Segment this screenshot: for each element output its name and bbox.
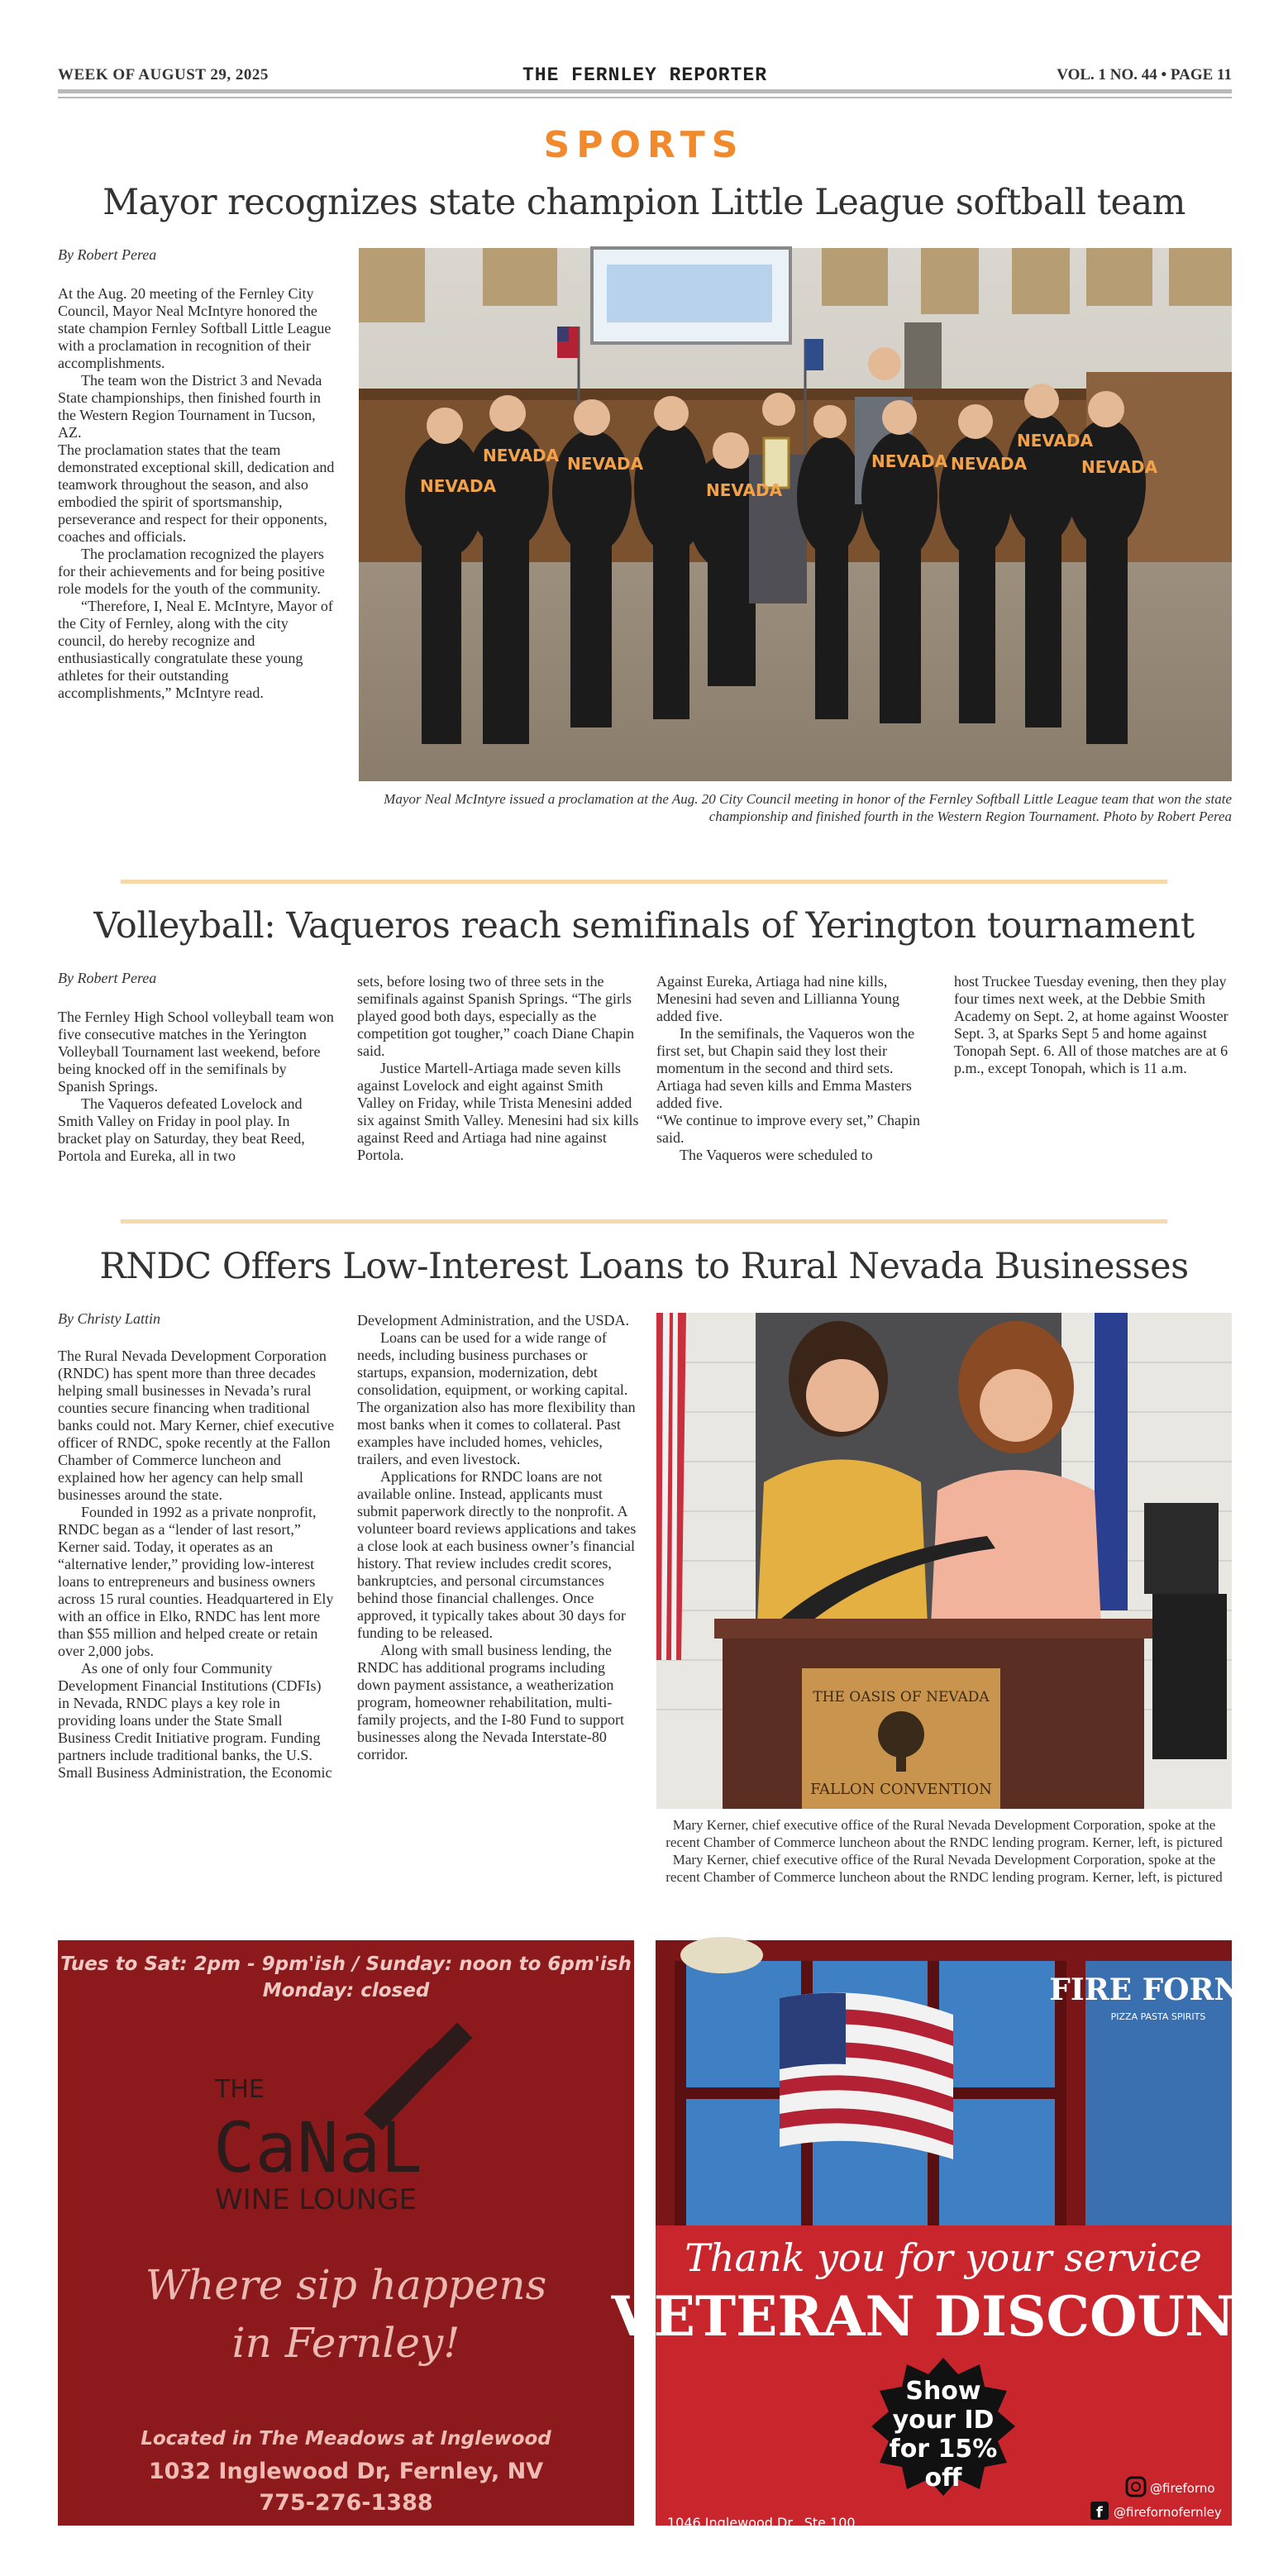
article2-byline: By Robert Perea <box>58 970 157 986</box>
discount-badge-line: off <box>924 2464 962 2493</box>
section-divider <box>121 1219 1167 1224</box>
jersey-label: NEVADA <box>951 454 1028 474</box>
issue-date: WEEK OF AUGUST 29, 2025 <box>58 66 269 83</box>
jersey-label: NEVADA <box>1081 457 1158 477</box>
canal-address: 1032 Inglewood Dr, Fernley, NV <box>148 2459 544 2484</box>
issue-page-number: VOL. 1 NO. 44 • PAGE 11 <box>1057 66 1232 83</box>
fire-forno-ad[interactable] <box>611 1940 1276 2531</box>
article1-paragraph: At the Aug. 20 meeting of the Fernley City Council, Mayor Neal McIntyre honored the state champion Fernley Softball Little League with a proclamation in recognition of their accomplishments. <box>58 285 332 371</box>
article2-paragraph: In the semifinals, the Vaqueros won the first set, but Chapin said they lost their momentum in the second and third sets. Artiaga had seven kills and Emma Masters added five. <box>656 1025 915 1111</box>
article2-paragraph: The Vaqueros were scheduled to <box>680 1147 873 1163</box>
discount-badge-line: for 15% <box>889 2435 998 2464</box>
fireforno-facebook[interactable]: @firefornofernley <box>1114 2505 1222 2520</box>
fireforno-brand-sub: PIZZA PASTA SPIRITS <box>1110 2011 1206 2022</box>
fireforno-headline: VETERAN DISCOUNT <box>611 2284 1276 2349</box>
canal-logo-the: THE <box>215 2075 265 2104</box>
jersey-label: NEVADA <box>706 480 783 500</box>
canal-slogan-line-1: Where sip happens <box>145 2261 547 2309</box>
canal-slogan-line-2: in Fernley! <box>231 2319 460 2367</box>
masthead-rule-thin <box>58 97 1232 98</box>
fireforno-thank-you: Thank you for your service <box>685 2235 1202 2280</box>
article3-column-2 <box>357 1312 638 1763</box>
article2-paragraph: host Truckee Tuesday evening, then they play four times next week, at the Debbie Smith Academy on Sept. 2, at home against Wooster Sept. 3, at Sparks Sept 5 and home against Tonopah Sept. 6. All of those matches are at 6 p.m., except Tonopah, which is 11 a.m. <box>954 973 1228 1076</box>
article2-headline: Volleyball: Vaqueros reach semifinals of Yerington tournament <box>93 905 1195 947</box>
article3-paragraph: Founded in 1992 as a private nonprofit, RNDC began as a “lender of last resort,” Kerner said. Today, it operates as an “alternative lender,” providing low-interest loans to entrepreneurs and business owners across 15 rural counties. Headquartered in Ely with an office in Elko, RNDC has lent more than $55 million and helped create or retain over 2,000 jobs. <box>58 1504 334 1659</box>
article1-paragraph: “Therefore, I, Neal E. McIntyre, Mayor of the City of Fernley, along with the city council, do hereby recognize and enthusiastically congratulate these young athletes for their outstanding accomplishments,” McIntyre read. <box>58 598 333 701</box>
instagram-icon <box>1127 2478 1145 2496</box>
section-label: SPORTS <box>543 124 745 166</box>
paper-name: THE FERNLEY REPORTER <box>522 64 768 86</box>
canal-logo-sub: WINE LOUNGE <box>215 2183 417 2216</box>
article3-paragraph: Development Administration, and the USDA. <box>357 1312 629 1329</box>
jersey-label: NEVADA <box>483 446 560 465</box>
article3-column-1 <box>58 1348 336 1782</box>
article3-paragraph: As one of only four Community Development Financial Institutions (CDFIs) in Nevada, RNDC plays a key role in providing loans under the State Small Business Credit Initiative program. Funding partners include traditional banks, the U.S. Small Business Administration, the Economic <box>58 1660 332 1781</box>
fireforno-brand: FIRE FORNO <box>1049 1973 1267 2007</box>
article2-column-4 <box>954 973 1232 1077</box>
article3-byline: By Christy Lattin <box>58 1310 161 1327</box>
podium-sign-top: THE OASIS OF NEVADA <box>813 1689 990 1705</box>
article2-paragraph: Against Eureka, Artiaga had nine kills, Menesini had seven and Lillianna Young added five. <box>656 973 899 1024</box>
canal-hours-line-2: Monday: closed <box>262 1980 430 2001</box>
canal-hours-line-1: Tues to Sat: 2pm - 9pm'ish / Sunday: noon to 6pm'ish <box>60 1953 632 1975</box>
article2-column-1 <box>58 1009 336 1165</box>
article3-photo-caption: Mary Kerner, chief executive office of the Rural Nevada Development Corporation, spoke at the recent Chamber of Commerce luncheon about the RNDC lending program. Kerner, left, is pictured Mary Kerner, chief executive office of the Rural Nevada Development Corporation, spoke at the recent Chamber of Commerce luncheon about the RNDC lending program. Kerner, left, is pictured <box>665 1817 1223 1885</box>
article1-paragraph: The proclamation recognized the players for their achievements and for being positive role models for the youth of the community. <box>58 546 325 597</box>
article3-paragraph: Applications for RNDC loans are not available online. Instead, applicants must submit paperwork directly to the nonprofit. A volunteer board reviews applications and takes a close look at each business owner’s financial history. That review includes credit scores, bankruptcies, and personal circumstances behind those financial challenges. Once approved, it typically takes about 30 days for funding to be released. <box>357 1468 637 1641</box>
canal-logo-name: CaNaL <box>213 2107 422 2188</box>
article1-byline: By Robert Perea <box>58 246 157 263</box>
canal-location: Located in The Meadows at Inglewood <box>141 2428 551 2450</box>
article3-headline: RNDC Offers Low-Interest Loans to Rural Nevada Businesses <box>99 1246 1189 1287</box>
article2-paragraph: The Vaqueros defeated Lovelock and Smith Valley on Friday in pool play. In bracket play on Saturday, they beat Reed, Portola and Eureka, all in two <box>58 1095 305 1164</box>
article3-paragraph: The Rural Nevada Development Corporation (RNDC) has spent more than three decades helping small businesses in Nevada’s rural counties secure financing when traditional banks could not. Mary Kerner, chief executive officer of RNDC, spoke recently at the Fallon Chamber of Commerce luncheon and explained how her agency can help small businesses around the state. <box>58 1348 335 1503</box>
fireforno-instagram[interactable]: @fireforno <box>1150 2481 1215 2496</box>
jersey-label: NEVADA <box>420 476 497 496</box>
rndc-kerner-photo <box>656 1313 1232 1809</box>
masthead-rule-thick <box>58 89 1232 93</box>
article1-photo-caption: Mayor Neal McIntyre issued a proclamation at the Aug. 20 City Council meeting in honor of the Fernley Softball Little League team that won the state championship and finished fourth in the Western Region Tournament. Photo by Robert Perea <box>384 791 1232 824</box>
canal-logo <box>190 2015 504 2230</box>
canal-wine-lounge-ad[interactable] <box>58 1940 634 2526</box>
discount-badge-line: Show <box>905 2377 981 2406</box>
article2-paragraph: The Fernley High School volleyball team won five consecutive matches in the Yerington Volleyball Tournament last weekend, before being knocked off in the semifinals by Spanish Springs. <box>58 1009 334 1095</box>
article2-paragraph: Justice Martell-Artiaga made seven kills against Lovelock and eight against Smith Valley on Friday, while Trista Menesini added six against Smith Valley. Menesini had six kills against Reed and Artiaga had nine against Portola. <box>357 1060 639 1163</box>
jersey-label: NEVADA <box>871 451 948 471</box>
article1-headline: Mayor recognizes state champion Little League softball team <box>103 182 1185 223</box>
softball-team-photo <box>359 248 1232 781</box>
article3-paragraph: Loans can be used for a wide range of needs, including business purchases or startups, expansion, modernization, debt consolidation, equipment, or working capital. The organization also has more flexibility than most banks when it comes to collateral. Past examples have included homes, vehicles, trailers, and even livestock. <box>357 1329 636 1467</box>
article1-body <box>58 285 336 702</box>
fireforno-address: 1046 Inglewood Dr., Ste 100 <box>667 2515 856 2531</box>
discount-badge-line: your ID <box>892 2406 995 2435</box>
article2-paragraph: sets, before losing two of three sets in the semifinals against Spanish Springs. “The girls played good both days, especially as the competition got tougher,” coach Diane Chapin said. <box>357 973 635 1059</box>
section-divider <box>121 880 1167 884</box>
article2-column-2 <box>357 973 640 1164</box>
article1-paragraph: The team won the District 3 and Nevada State championships, then finished fourth in the Western Region Tournament in Tucson, AZ. <box>58 372 322 441</box>
article2-column-3 <box>656 973 934 1164</box>
canal-phone[interactable]: 775-276-1388 <box>259 2490 433 2516</box>
podium-sign-bottom: FALLON CONVENTION <box>810 1781 992 1798</box>
article3-paragraph: Along with small business lending, the RNDC has additional programs including down payment assistance, a weatherization program, homeowner rehabilitation, multi-family projects, and the I-80 Fund to support businesses along the Nevada Interstate-80 corridor. <box>357 1642 624 1763</box>
article2-paragraph: “We continue to improve every set,” Chapin said. <box>656 1112 920 1146</box>
american-flag-icon <box>780 1992 953 2159</box>
jersey-label: NEVADA <box>567 454 644 474</box>
jersey-label: NEVADA <box>1017 431 1094 451</box>
svg-text:f: f <box>1096 2504 1103 2521</box>
article1-paragraph: The proclamation states that the team demonstrated exceptional skill, dedication and teamwork throughout the season, and also embodied the spirit of sportsmanship, perseverance and respect for their opponents, coaches and officials. <box>58 441 335 545</box>
